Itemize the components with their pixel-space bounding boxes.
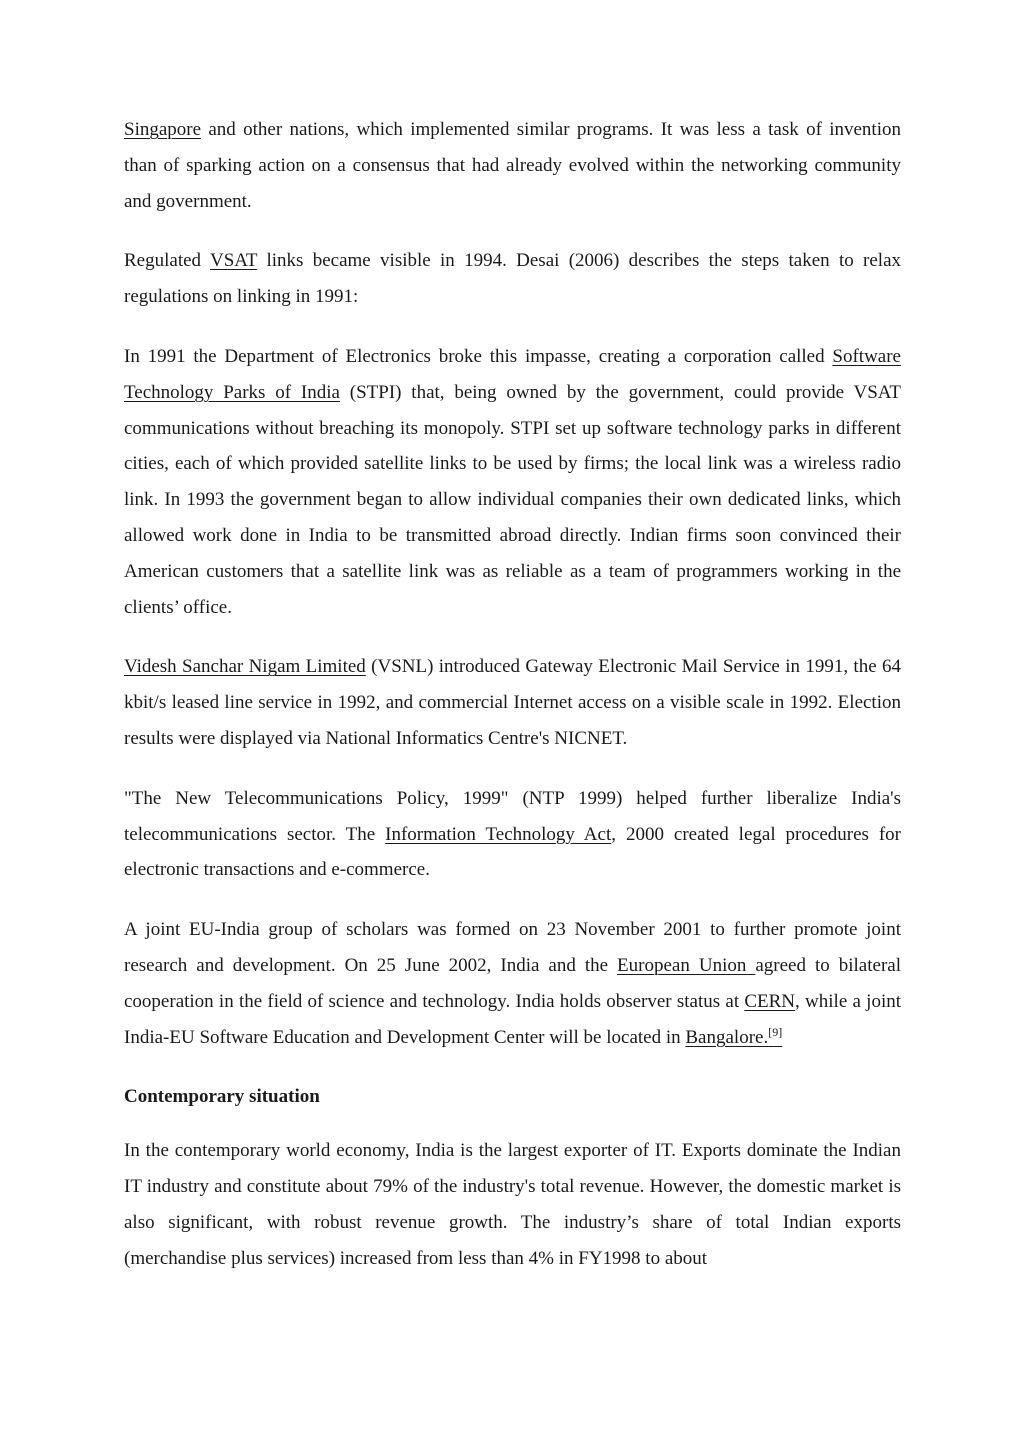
- link-stpi[interactable]: Software Technology Parks of India: [124, 345, 901, 403]
- paragraph-text: , 2000 created legal procedures for electronic transactions and e-commerce.: [124, 823, 902, 881]
- paragraph-contemporary: [124, 1133, 901, 1276]
- paragraph-vsat: [124, 243, 901, 315]
- link-bangalore-text: Bangalore.: [685, 1026, 769, 1048]
- paragraph-text: "The New Telecommunications Policy, 1999" (NTP 1999) helped further liberalize India's telecommunications sector. The: [124, 787, 901, 845]
- paragraph-vsnl: [124, 649, 901, 756]
- link-bangalore[interactable]: [685, 1024, 783, 1048]
- paragraph-ntp: [124, 781, 901, 888]
- link-vsnl[interactable]: Videsh Sanchar Nigam Limited: [124, 656, 366, 678]
- paragraph-stpi: [124, 339, 901, 625]
- paragraph-text: In 1991 the Department of Electronics broke this impasse, creating a corporation called: [124, 345, 833, 367]
- paragraph-eu-india: [124, 912, 901, 1055]
- paragraph-text: (VSNL) introduced Gateway Electronic Mail Service in 1991, the 64 kbit/s leased line service in 1992, and commercial Internet access on a visible scale in 1992. Election results were displayed via National Informatics Centre's NICNET.: [124, 656, 901, 749]
- paragraph-text: Regulated: [124, 250, 210, 272]
- citation-9[interactable]: [9]: [768, 1024, 783, 1039]
- paragraph-text: In the contemporary world economy, India is the largest exporter of IT. Exports dominate the Indian IT industry and constitute about 79% of the industry's total revenue. However, the domestic market is also significant, with robust revenue growth. The industry’s share of total Indian exports (merchandise plus services) increased from less than 4% in FY1998 to about: [124, 1140, 901, 1269]
- document-page: [124, 112, 901, 1300]
- paragraph-text: (STPI) that, being owned by the government, could provide VSAT communications without breaching its monopoly. STPI set up software technology parks in different cities, each of which provided satellite links to be used by firms; the local link was a wireless radio link. In 1993 the government began to allow individual companies their own dedicated links, which allowed work done in India to be transmitted abroad directly. Indian firms soon convinced their American customers that a satellite link was as reliable as a team of programmers working in the clients’ office.: [124, 381, 902, 618]
- paragraph-text: A joint EU-India group of scholars was formed on 23 November 2001 to further promote joint research and development. On 25 June 2002, India and the: [124, 919, 901, 976]
- paragraph-text: , while a joint India-EU Software Education and Development Center will be located in: [124, 990, 902, 1048]
- link-it-act[interactable]: Information Technology Act: [385, 823, 612, 845]
- paragraph-singapore: [124, 112, 901, 219]
- paragraph-text: agreed to bilateral cooperation in the field of science and technology. India holds observer status at: [124, 954, 901, 1012]
- paragraph-text: and other nations, which implemented similar programs. It was less a task of invention than of sparking action on a consensus that had already evolved within the networking community and government.: [124, 119, 901, 212]
- link-cern[interactable]: CERN: [744, 990, 796, 1012]
- link-vsat[interactable]: VSAT: [210, 250, 258, 272]
- link-singapore[interactable]: Singapore: [124, 119, 202, 140]
- section-heading: Contemporary situation: [124, 1086, 320, 1108]
- paragraph-text: links became visible in 1994. Desai (2006) describes the steps taken to relax regulations on linking in 1991:: [124, 250, 902, 308]
- link-european-union[interactable]: European Union: [617, 954, 756, 976]
